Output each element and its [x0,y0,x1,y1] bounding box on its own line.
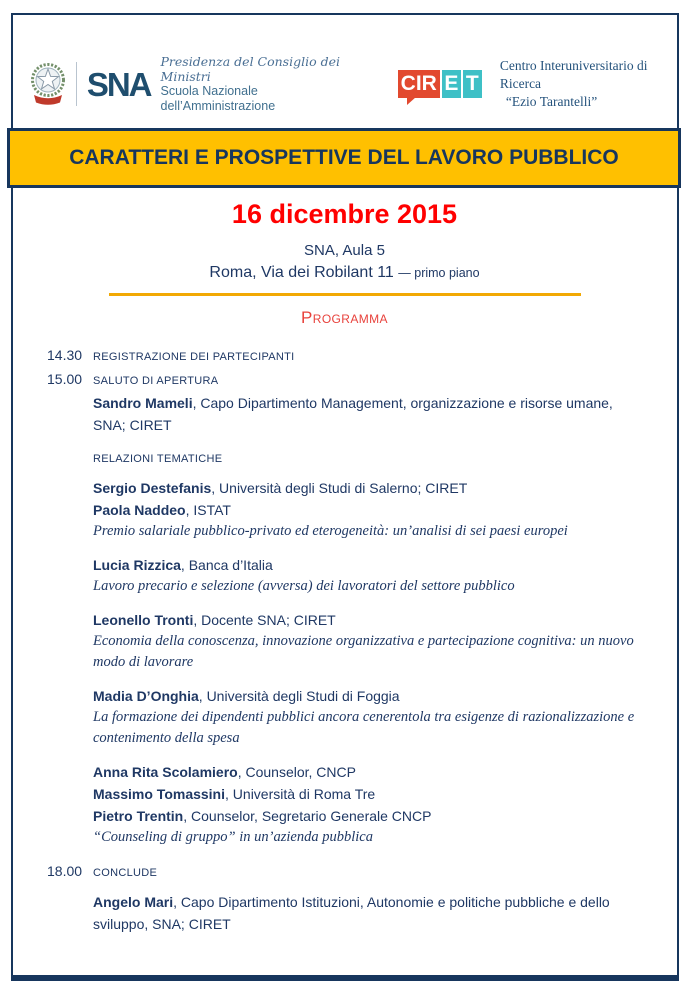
speaker-affiliation: , Università di Roma Tre [225,786,376,802]
program-entry-row [47,860,637,884]
venue-street: Roma, Via dei Robilant 11 [209,264,399,281]
ciret-logo-icon [398,70,482,98]
program-heading: Programma [301,308,388,327]
entry-label: CONCLUDE [93,867,158,879]
gold-divider-rule [109,293,581,296]
speaker-affiliation: , Università degli Studi di Salerno; CIRET [211,480,468,496]
speaker-affiliation: , Banca d’Italia [180,557,273,573]
entry-time: 14.30 [47,347,83,363]
speaker-affiliation: , Capo Dipartimento Management, organizzazione e risorse umane, SNA; CIRET [93,395,613,433]
speaker-name: Angelo Mari [93,894,174,910]
entry-label: SALUTO DI APERTURA [93,375,219,387]
italy-emblem-icon [28,61,68,107]
program-spacer [47,749,637,761]
venue-floor: — primo piano [398,266,480,280]
entry-time: 18.00 [47,863,83,879]
program-spacer [47,470,637,477]
venue-room: SNA, Aula 5 [304,242,385,259]
entry-label: RELAZIONI TEMATICHE [93,453,223,465]
talk-title: Lavoro precario e selezione (avversa) dei lavoratori del settore pubblico [93,578,515,594]
ciret-logo-t: T [463,70,482,98]
speaker-row [93,891,637,935]
program-entry-row [47,368,637,392]
speaker-name: Paola Naddeo [93,502,186,518]
venue-address [0,264,689,282]
program-spacer [47,542,637,554]
speaker-affiliation: , Counselor, CNCP [237,764,356,780]
speaker-name: Massimo Tomassini [93,786,226,802]
speaker-affiliation: , Università degli Studi di Foggia [198,688,400,704]
program-spacer [47,884,637,891]
program-entry-row [47,448,637,470]
ciret-logo-cir: CIR [398,70,440,98]
talk-title: “Counseling di gruppo” in un’azienda pubblica [93,829,373,845]
speaker-row [93,783,637,805]
talk-title: Premio salariale pubblico-privato ed eterogeneità: un’analisi di sei paesi europei [93,523,568,539]
program-spacer [47,673,637,685]
sna-captions [161,54,356,114]
ciret-line2: “Ezio Tarantelli” [505,94,598,109]
speaker-row [93,761,637,783]
speaker-name: Leonello Tronti [93,612,194,628]
speaker-name: Anna Rita Scolamiero [93,764,238,780]
speaker-row [93,805,637,827]
sna-school-line: Scuola Nazionale dell’Amministrazione [160,84,276,113]
program-list [47,344,637,935]
logo-divider [76,62,77,106]
header [28,54,661,114]
ciret-logo-block [398,57,661,111]
sna-logo [28,54,356,114]
speaker-row [93,499,637,521]
talk-title: Economia della conoscenza, innovazione organizzativa e partecipazione cognitiva: un nuovo modo di lavorare [93,633,634,670]
speaker-row [93,685,637,707]
entry-time: 15.00 [47,371,83,387]
sna-dept-line: Presidenza del Consiglio dei Ministri [160,54,340,84]
program-spacer [47,848,637,860]
speaker-affiliation: , Capo Dipartimento Istituzioni, Autonomie e politiche pubbliche e dello sviluppo, SNA; CIRET [93,894,610,932]
speaker-row [93,392,637,436]
speaker-name: Sergio Destefanis [93,480,212,496]
speaker-affiliation: , Counselor, Segretario Generale CNCP [183,808,432,824]
event-title: CARATTERI E PROSPETTIVE DEL LAVORO PUBBLICO [69,146,619,169]
speaker-name: Madia D’Onghia [93,688,199,704]
speaker-row [93,609,637,631]
speaker-affiliation: , Docente SNA; CIRET [193,612,336,628]
entry-label: REGISTRAZIONE DEI PARTECIPANTI [93,351,295,363]
speaker-row [93,477,637,499]
program-spacer [47,597,637,609]
speaker-name: Lucia Rizzica [93,557,181,573]
ciret-logo-e: E [442,70,461,98]
talk-title: La formazione dei dipendenti pubblici ancora cenerentola tra esigenze di razionalizzazione e contenimento della spesa [93,709,635,746]
ciret-line1: Centro Interuniversitario di Ricerca [499,58,648,91]
program-entry-row [47,344,637,368]
title-banner [7,128,681,188]
event-date: 16 dicembre 2015 [231,199,458,229]
sna-wordmark: SNA [86,65,151,103]
speaker-row [93,554,637,576]
ciret-captions [500,57,661,111]
program-spacer [47,436,637,448]
speaker-name: Pietro Trentin [93,808,184,824]
speaker-name: Sandro Mameli [93,395,193,411]
speaker-affiliation: , ISTAT [185,502,231,518]
